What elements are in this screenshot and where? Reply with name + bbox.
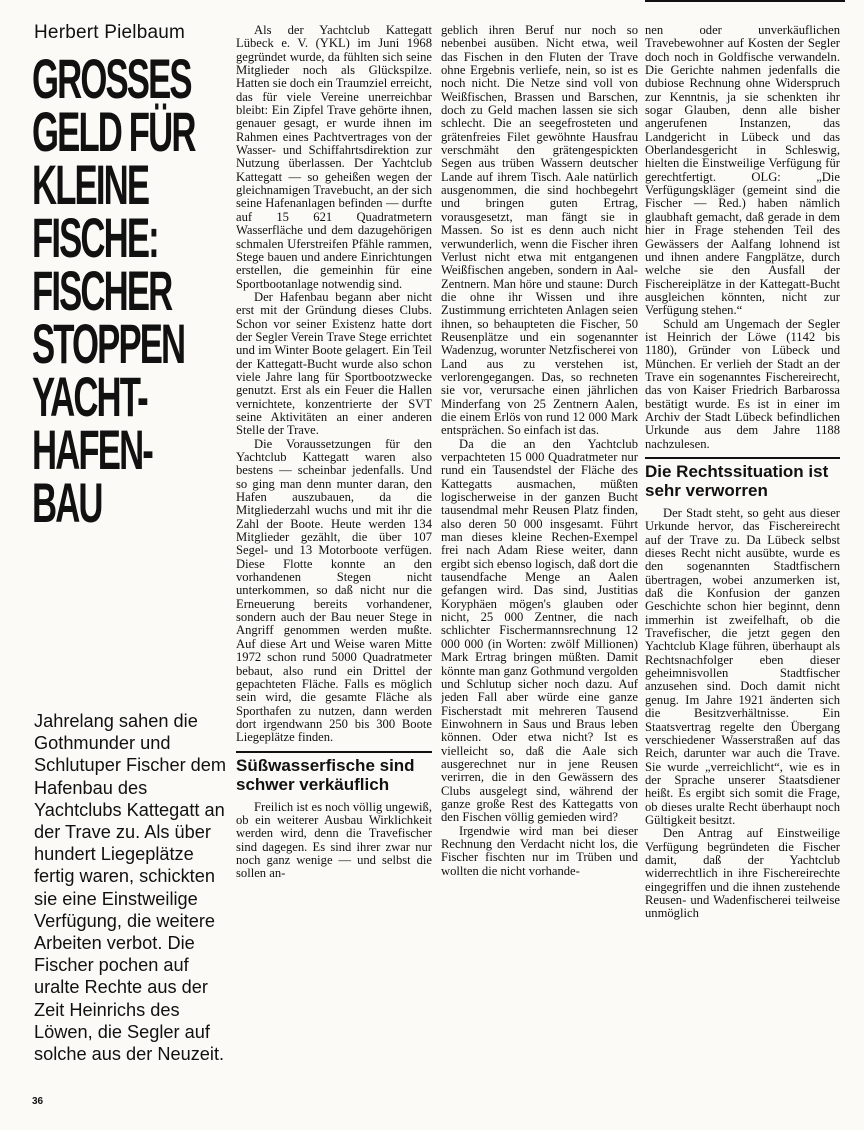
teaser-text: Jahrelang sahen die Gothmunder und Schlutuper Fischer dem Hafenbau des Yachtclubs Kattegatt an der Trave zu. Als über hundert Liegeplätze fertig waren, schickten sie eine Einstweilige Verfügung, die weitere Arbeiten verbot. Die Fischer pochen auf uralte Rechte aus der Zeit Heinrichs des Löwen, die Segler auf solche aus der Neuzeit. (34, 711, 227, 1065)
paragraph: Da die an den Yachtclub verpachteten 15 000 Quadratmeter nur rund ein Tausendstel der Fläche des Kattegatts ausmachen, müßten logischerweise in der ganzen Bucht tausendmal mehr Reusen Platz finden, also deren 50 000 insgesamt. Führt man dieses kleine Rechen-Exempel frei nach Adam Riese weiter, dann ergibt sich ebenso logisch, daß dort die tausendfache Menge an Aalen gefangen wird. Das sind, Justitias Koryphäen mögen's glauben oder nicht, 25 000 Zentner, die nach schlichter Fischermannsrechnung 12 000 000 (in Worten: zwölf Millionen) Mark Ertrag bringen müßten. Damit könnte man ganz Gothmund vergolden und Schlutup sicher noch dazu. Auf jeden Fall aber würde eine ganze Fischerstadt mit mehreren Tausend Einwohnern in Saus und Braus leben können. Oder etwa nicht? Ist es vielleicht so, daß die Aale sich ausgerechnet nur in jene Reusen verirren, die in den Gewässern des Clubs ausgelegt sind, während der ganze große Rest des Kattegatts von den Fischen völlig gemieden wird? (441, 436, 638, 825)
paragraph: Der Hafenbau begann aber nicht erst mit der Gründung dieses Clubs. Schon vor seiner Existenz hatte dort der Segler Verein Trave Stege errichtet und im Winter Boote gelagert. Ein Teil der Kattegatt-Bucht wurde also schon viele Jahre lang für Sportbootzwecke genutzt. Erst als ein Feuer die Hallen vernichtete, konzentrierte der SVT seine Aktivitäten an einer anderen Stelle der Trave. (236, 289, 432, 438)
headline-line: FISCHER (32, 259, 172, 322)
subheading: Süßwasserfische sind schwer verkäuflich (236, 751, 432, 794)
headline-line: GELD FÜR (32, 100, 195, 163)
headline-line: STOPPEN (32, 312, 185, 375)
article-column-1 (236, 24, 432, 1124)
headline-line: YACHT- (32, 365, 147, 428)
article-column-2 (441, 24, 638, 1124)
paragraph: Den Antrag auf Einstweilige Verfügung begründeten die Fischer damit, daß der Yachtclub widerrechtlich in ihre Fischereirechte eingegriffen und die ihnen zustehende Reusen- und Wadenfischerei teilweise unmöglich (645, 826, 840, 921)
headline-line: HAFEN- (32, 418, 152, 481)
top-rule (645, 0, 845, 2)
subheading: Die Rechtssituation ist sehr verworren (645, 457, 840, 500)
paragraph: Irgendwie wird man bei dieser Rechnung den Verdacht nicht los, die Fischer fischten nur im Trüben und wollten die nicht vorhande- (441, 823, 638, 878)
headline-line: FISCHE: (32, 206, 158, 269)
article-column-3 (645, 24, 840, 1124)
page-number: 36 (32, 1096, 44, 1107)
paragraph: Schuld am Ungemach der Segler ist Heinrich der Löwe (1142 bis 1180), Gründer von Lübeck und München. Er verlieh der Stadt an der Trave ein sogenanntes Fischereirecht, das von Kaiser Friedrich Barbarossa bestätigt wurde. Es ist in einer im Archiv der Stadt Lübeck befindlichen Urkunde aus dem Jahre 1188 nachzulesen. (645, 316, 840, 451)
headline (32, 47, 237, 534)
headline-line: KLEINE (32, 153, 149, 216)
paragraph: geblich ihren Beruf nur noch so nebenbei ausüben. Nicht etwa, weil das Fischen in den Fluten der Trave ohne Ergebnis verliefe, nein, so ist es noch nicht. Die Netze sind voll von Weißfischen, Brassen und Barschen, doch zu Geld machen lassen sie sich schlecht. Die an seegefrosteten und grätenfreies Filet gewöhnte Hausfrau verschmäht den grätengespickten Segen aus trüben Wassern deutscher Lande auf ihrem Tisch. Aale natürlich ausgenommen, die sind hochbegehrt und bringen guten Ertrag, vorausgesetzt, man fängt sie in Massen. So ist es denn auch nicht verwunderlich, wenn die Fischer ihren Verlust nicht etwa mit entgangenen Weißfischen angeben, sondern in Aal-Zentnern. Man höre und staune: Durch die ohne ihr Wissen und ihre Zustimmung errichteten Anlagen seien ihnen, so behaupteten die Fischer, 50 Reusenplätze und ein sogenannter Wadenzug, worunter Netzfischerei von Land aus zu verstehen ist, verlorengegangen. Das, so rechneten sie vor, verursache einen jährlichen Minderfang von 25 Zentnern Aalen, die einem Erlös von rund 12 000 Mark entsprächen. So einfach ist das. (441, 24, 638, 438)
paragraph: Der Stadt steht, so geht aus dieser Urkunde hervor, das Fischereirecht auf der Trave zu. Da Lübeck selbst dieses Recht nicht ausübte, wurde es den sogenannten Stadtfischern übertragen, wobei anzumerken ist, daß die Konfusion der ganzen Geschichte schon hier beginnt, denn immerhin ist zweifelhaft, ob die Travefischer, die jetzt gegen den Yachtclub Klage führen, überhaupt als Rechtsnachfolger eben dieser geheimnisvollen Stadtfischer anzusehen sind. Doch damit nicht genug. Im Jahre 1921 änderten sich die Besitzverhältnisse. Ein Staatsvertrag regelte den Übergang verschiedener Wasserstraßen auf das Reich, darunter war auch die Trave. Sie wurde „verreichlicht“, wie es in der Sprache unserer Staatsdiener heißt. Es ergibt sich somit die Frage, ob dieses uralte Recht überhaupt noch Gültigkeit besitzt. (645, 506, 840, 827)
paragraph: Freilich ist es noch völlig ungewiß, ob ein weiterer Ausbau Wirklichkeit werden wird, denn die Travefischer sind dagegen. Es sind ihrer zwar nur noch ganz wenige — und selbst die sollen an- (236, 799, 432, 881)
headline-line: GROSSES (32, 47, 191, 110)
paragraph: Als der Yachtclub Kattegatt Lübeck e. V. (YKL) im Juni 1968 gegründet wurde, da fühlten sich seine Mitglieder noch als Glückspilze. Hatten sie doch ein Traumziel erreicht, das für viele Vereine unerreichbar bleibt: Ein Zipfel Trave gehörte ihnen, genauer gesagt, er wurde ihnen im Rahmen eines Pachtvertrages von der Wasser- und Schiffahrtsdirektion zur Nutzung überlassen. Der Yachtclub Kattegatt — so geheißen wegen der gleichnamigen Travebucht, an der sich seine Hafenanlagen befinden — durfte auf 15 621 Quadratmetern Wasserfläche und dem dazugehörigen schmalen Uferstreifen Pfähle rammen, Stege bauen und andere Einrichtungen erstellen, die gemeinhin für eine Sportbootanlage notwendig sind. (236, 24, 432, 291)
paragraph: nen oder unverkäuflichen Travebewohner auf Kosten der Segler doch noch in Goldfische verwandeln. Die Gerichte nahmen jedenfalls die dubiose Rechnung ohne Widerspruch zur Kenntnis, ja sie schenkten ihr sogar Glauben, denn alle bisher angerufenen Instanzen, das Landgericht in Lübeck und das Oberlandesgericht in Schleswig, hielten die Einstweilige Verfügung für gerechtfertigt. OLG: „Die Verfügungskläger (gemeint sind die Fischer — Red.) haben nämlich glaubhaft gemacht, daß gerade in dem hier in Frage stehenden Teil des Gewässers der Aalfang lohnend ist und ihnen andere Fangplätze, durch welche sie den Ausfall der Fischereiplätze in der Kattegatt-Bucht ausgleichen könnten, nicht zur Verfügung stehen.“ (645, 24, 840, 318)
headline-line: BAU (32, 471, 102, 534)
paragraph: Die Voraussetzungen für den Yachtclub Kattegatt waren also bestens — scheinbar jedenfalls. Und so ging man denn munter daran, den Hafen auszubauen, da die Mitgliederzahl wuchs und mit ihr die Zahl der Boote. Heute werden 134 Mitglieder gezählt, die über 107 Segel- und 13 Motorboote verfügen. Diese Flotte konnte an den vorhandenen Stegen nicht unterkommen, so daß nicht nur die Erneuerung bereits vorhandener, sondern auch der Bau neuer Stege in Angriff genommen werden mußte. Auf diese Art und Weise waren Mitte 1972 schon rund 5000 Quadratmeter bebaut, also rund ein Drittel der gepachteten Fläche. Falls es möglich sein wird, die gesamte Fläche als Sporthafen zu nutzen, dann werden dort irgendwann 250 bis 300 Boote Liegeplätze finden. (236, 436, 432, 745)
author-name: Herbert Pielbaum (34, 22, 186, 43)
